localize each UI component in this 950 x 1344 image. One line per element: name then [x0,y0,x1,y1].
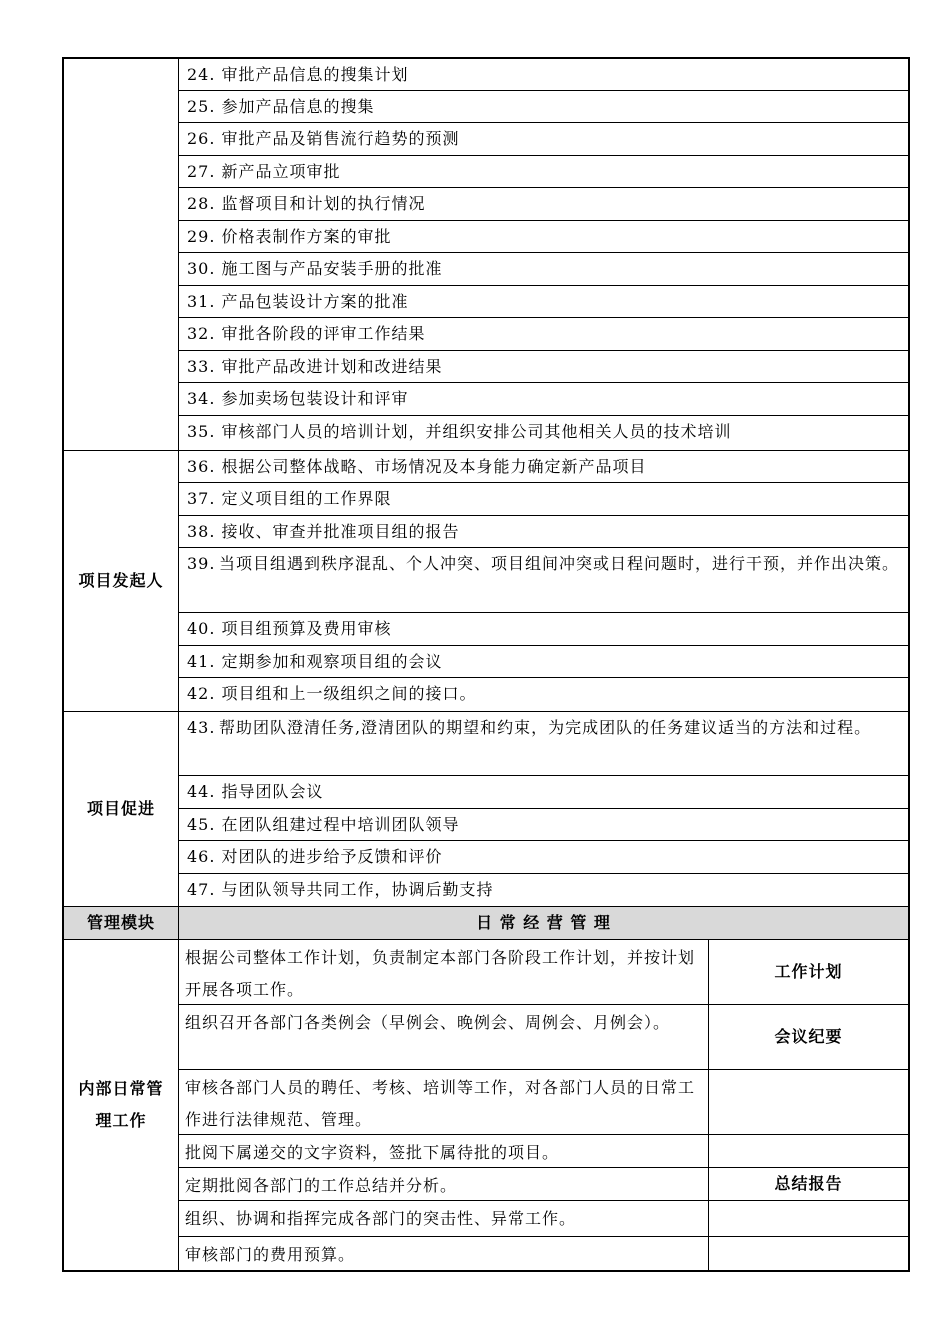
list-item: 26. 审批产品及销售流行趋势的预测 [178,122,909,156]
list-item: 43. 帮助团队澄清任务,澄清团队的期望和约束，为完成团队的任务建议适当的方法和过程。 [178,711,909,776]
list-item: 47. 与团队领导共同工作，协调后勤支持 [178,873,909,907]
list-item: 28. 监督项目和计划的执行情况 [178,187,909,221]
list-item: 46. 对团队的进步给予反馈和评价 [178,840,909,874]
list-item: 27. 新产品立项审批 [178,155,909,188]
output-cell: 总结报告 [708,1167,909,1201]
output-cell [708,1134,909,1168]
list-item: 42. 项目组和上一级组织之间的接口。 [178,677,909,712]
list-item: 25. 参加产品信息的搜集 [178,90,909,123]
list-item: 35. 审核部门人员的培训计划，并组织安排公司其他相关人员的技术培训 [178,415,909,451]
list-item: 29. 价格表制作方案的审批 [178,220,909,253]
module-header-title: 日 常 经 营 管 理 [178,906,909,940]
module-header-label: 管理模块 [63,906,179,940]
list-item: 30. 施工图与产品安装手册的批准 [178,252,909,286]
list-item: 39. 当项目组遇到秩序混乱、个人冲突、项目组间冲突或日程问题时，进行干预，并作出决策。 [178,547,909,613]
list-item: 31. 产品包装设计方案的批准 [178,285,909,318]
output-cell [708,1069,909,1135]
task-cell: 根据公司整体工作计划，负责制定本部门各阶段工作计划，并按计划开展各项工作。 [178,939,709,1005]
list-item: 24. 审批产品信息的搜集计划 [178,58,909,91]
list-item: 32. 审批各阶段的评审工作结果 [178,317,909,351]
list-item: 45. 在团队组建过程中培训团队领导 [178,808,909,841]
list-item: 44. 指导团队会议 [178,775,909,809]
list-item: 40. 项目组预算及费用审核 [178,612,909,646]
list-item: 33. 审批产品改进计划和改进结果 [178,350,909,383]
task-cell: 组织、协调和指挥完成各部门的突击性、异常工作。 [178,1200,709,1237]
internal-label: 内部日常管理工作 [63,939,179,1271]
task-cell: 组织召开各部门各类例会（早例会、晚例会、周例会、月例会）。 [178,1004,709,1070]
section-a-label-cell [63,58,179,451]
task-cell: 审核部门的费用预算。 [178,1236,709,1271]
output-cell: 会议纪要 [708,1004,909,1070]
facilitate-label: 项目促进 [63,711,179,907]
list-item: 36. 根据公司整体战略、市场情况及本身能力确定新产品项目 [178,450,909,483]
output-cell [708,1236,909,1271]
task-cell: 定期批阅各部门的工作总结并分析。 [178,1167,709,1201]
list-item: 37. 定义项目组的工作界限 [178,482,909,516]
list-item: 34. 参加卖场包装设计和评审 [178,382,909,416]
output-cell: 工作计划 [708,939,909,1005]
task-cell: 批阅下属递交的文字资料，签批下属待批的项目。 [178,1134,709,1168]
task-cell: 审核各部门人员的聘任、考核、培训等工作，对各部门人员的日常工作进行法律规范、管理。 [178,1069,709,1135]
output-cell [708,1200,909,1237]
sponsor-label: 项目发起人 [63,450,179,712]
list-item: 41. 定期参加和观察项目组的会议 [178,645,909,678]
list-item: 38. 接收、审查并批准项目组的报告 [178,515,909,548]
